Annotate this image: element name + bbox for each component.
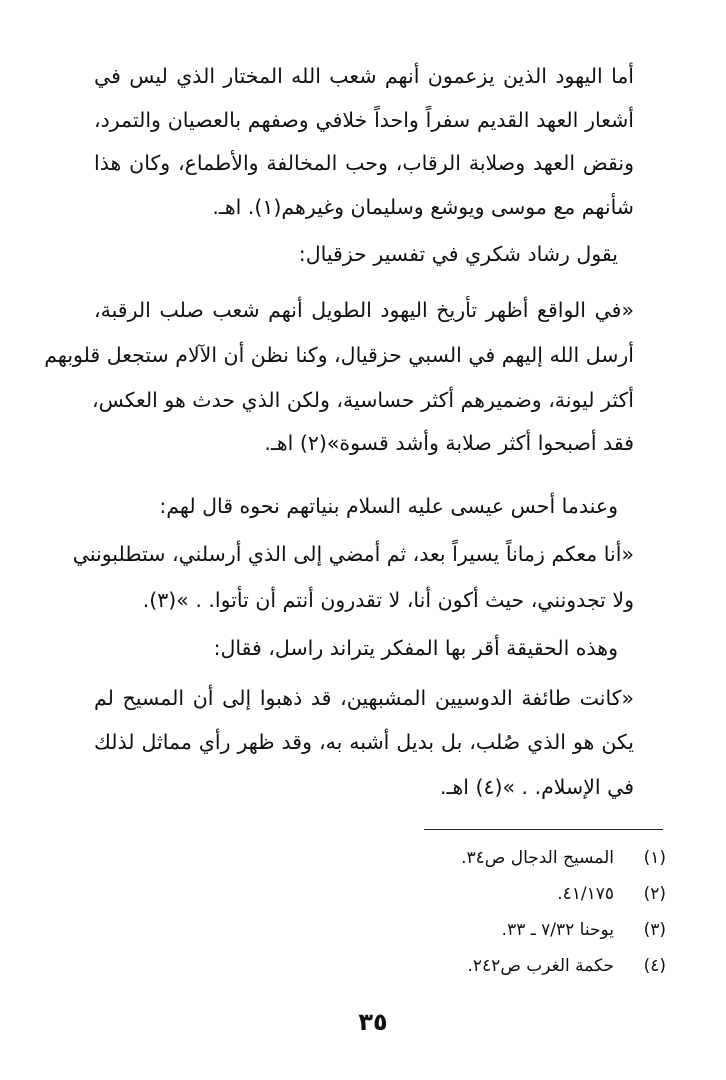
body-line: ولا تجدونني، حيث أكون أنا، لا تقدرون أنتم أن تأتوا. . »(٣). [142, 588, 634, 612]
page-number: ٣٥ [358, 1008, 388, 1036]
body-line: وهذه الحقيقة أقر بها المفكر يتراند راسل، فقال: [213, 636, 618, 660]
footnote-text: حكمة الغرب ص٢٤٢. [467, 956, 614, 976]
body-line: «أنا معكم زماناً يسيراً بعد، ثم أمضي إلى الذي أرسلني، ستطلبونني [72, 542, 634, 566]
footnote-number: (٤) [643, 956, 666, 976]
body-line: «في الواقع أظهر تأريخ اليهود الطويل أنهم شعب صلب الرقبة، [94, 298, 634, 322]
body-line: يقول رشاد شكري في تفسير حزقيال: [298, 242, 618, 266]
body-line: فقد أصبحوا أكثر صلابة وأشد قسوة»(٢) اهـ. [264, 431, 634, 455]
footnote-number: (٣) [643, 920, 666, 940]
body-line: «كانت طائفة الدوسيين المشبهين، قد ذهبوا إلى أن المسيح لم [94, 686, 634, 710]
body-line: أشعار العهد القديم سفراً واحداً خلافي وصفهم بالعصيان والتمرد، [94, 108, 634, 132]
footnote-number: (١) [643, 848, 666, 868]
footnote-item [557, 880, 666, 908]
body-line: يكن هو الذي صُلب، بل بديل أشبه به، وقد ظهر رأي مماثل لذلك [94, 730, 634, 754]
body-line: شأنهم مع موسى ويوشع وسليمان وغيرهم(١). اهـ. [212, 195, 634, 219]
footnote-text: ٤١/١٧٥. [557, 884, 614, 904]
body-line: أكثر ليونة، وضميرهم أكثر حساسية، ولكن الذي حدث هو العكس، [91, 388, 634, 412]
footnote-item [461, 844, 666, 872]
footnote-number: (٢) [643, 884, 666, 904]
footnote-divider [424, 829, 663, 830]
footnote-item [502, 916, 666, 944]
body-line: أما اليهود الذين يزعمون أنهم شعب الله المختار الذي ليس في [94, 64, 634, 88]
footnote-item [468, 952, 667, 980]
footnote-text: المسيح الدجال ص٣٤. [461, 848, 614, 868]
body-line: وعندما أحس عيسى عليه السلام بنياتهم نحوه قال لهم: [159, 494, 618, 518]
body-line: في الإسلام. . »(٤) اهـ. [439, 775, 634, 799]
footnote-text: يوحنا ٧/٣٢ ـ ٣٣. [501, 920, 614, 940]
body-line: أرسل الله إليهم في السبي حزقيال، وكنا نظن أن الآلام ستجعل قلوبهم [44, 343, 634, 367]
body-line: ونقض العهد وصلابة الرقاب، وحب المخالفة والأطماع، وكان هذا [94, 151, 634, 175]
